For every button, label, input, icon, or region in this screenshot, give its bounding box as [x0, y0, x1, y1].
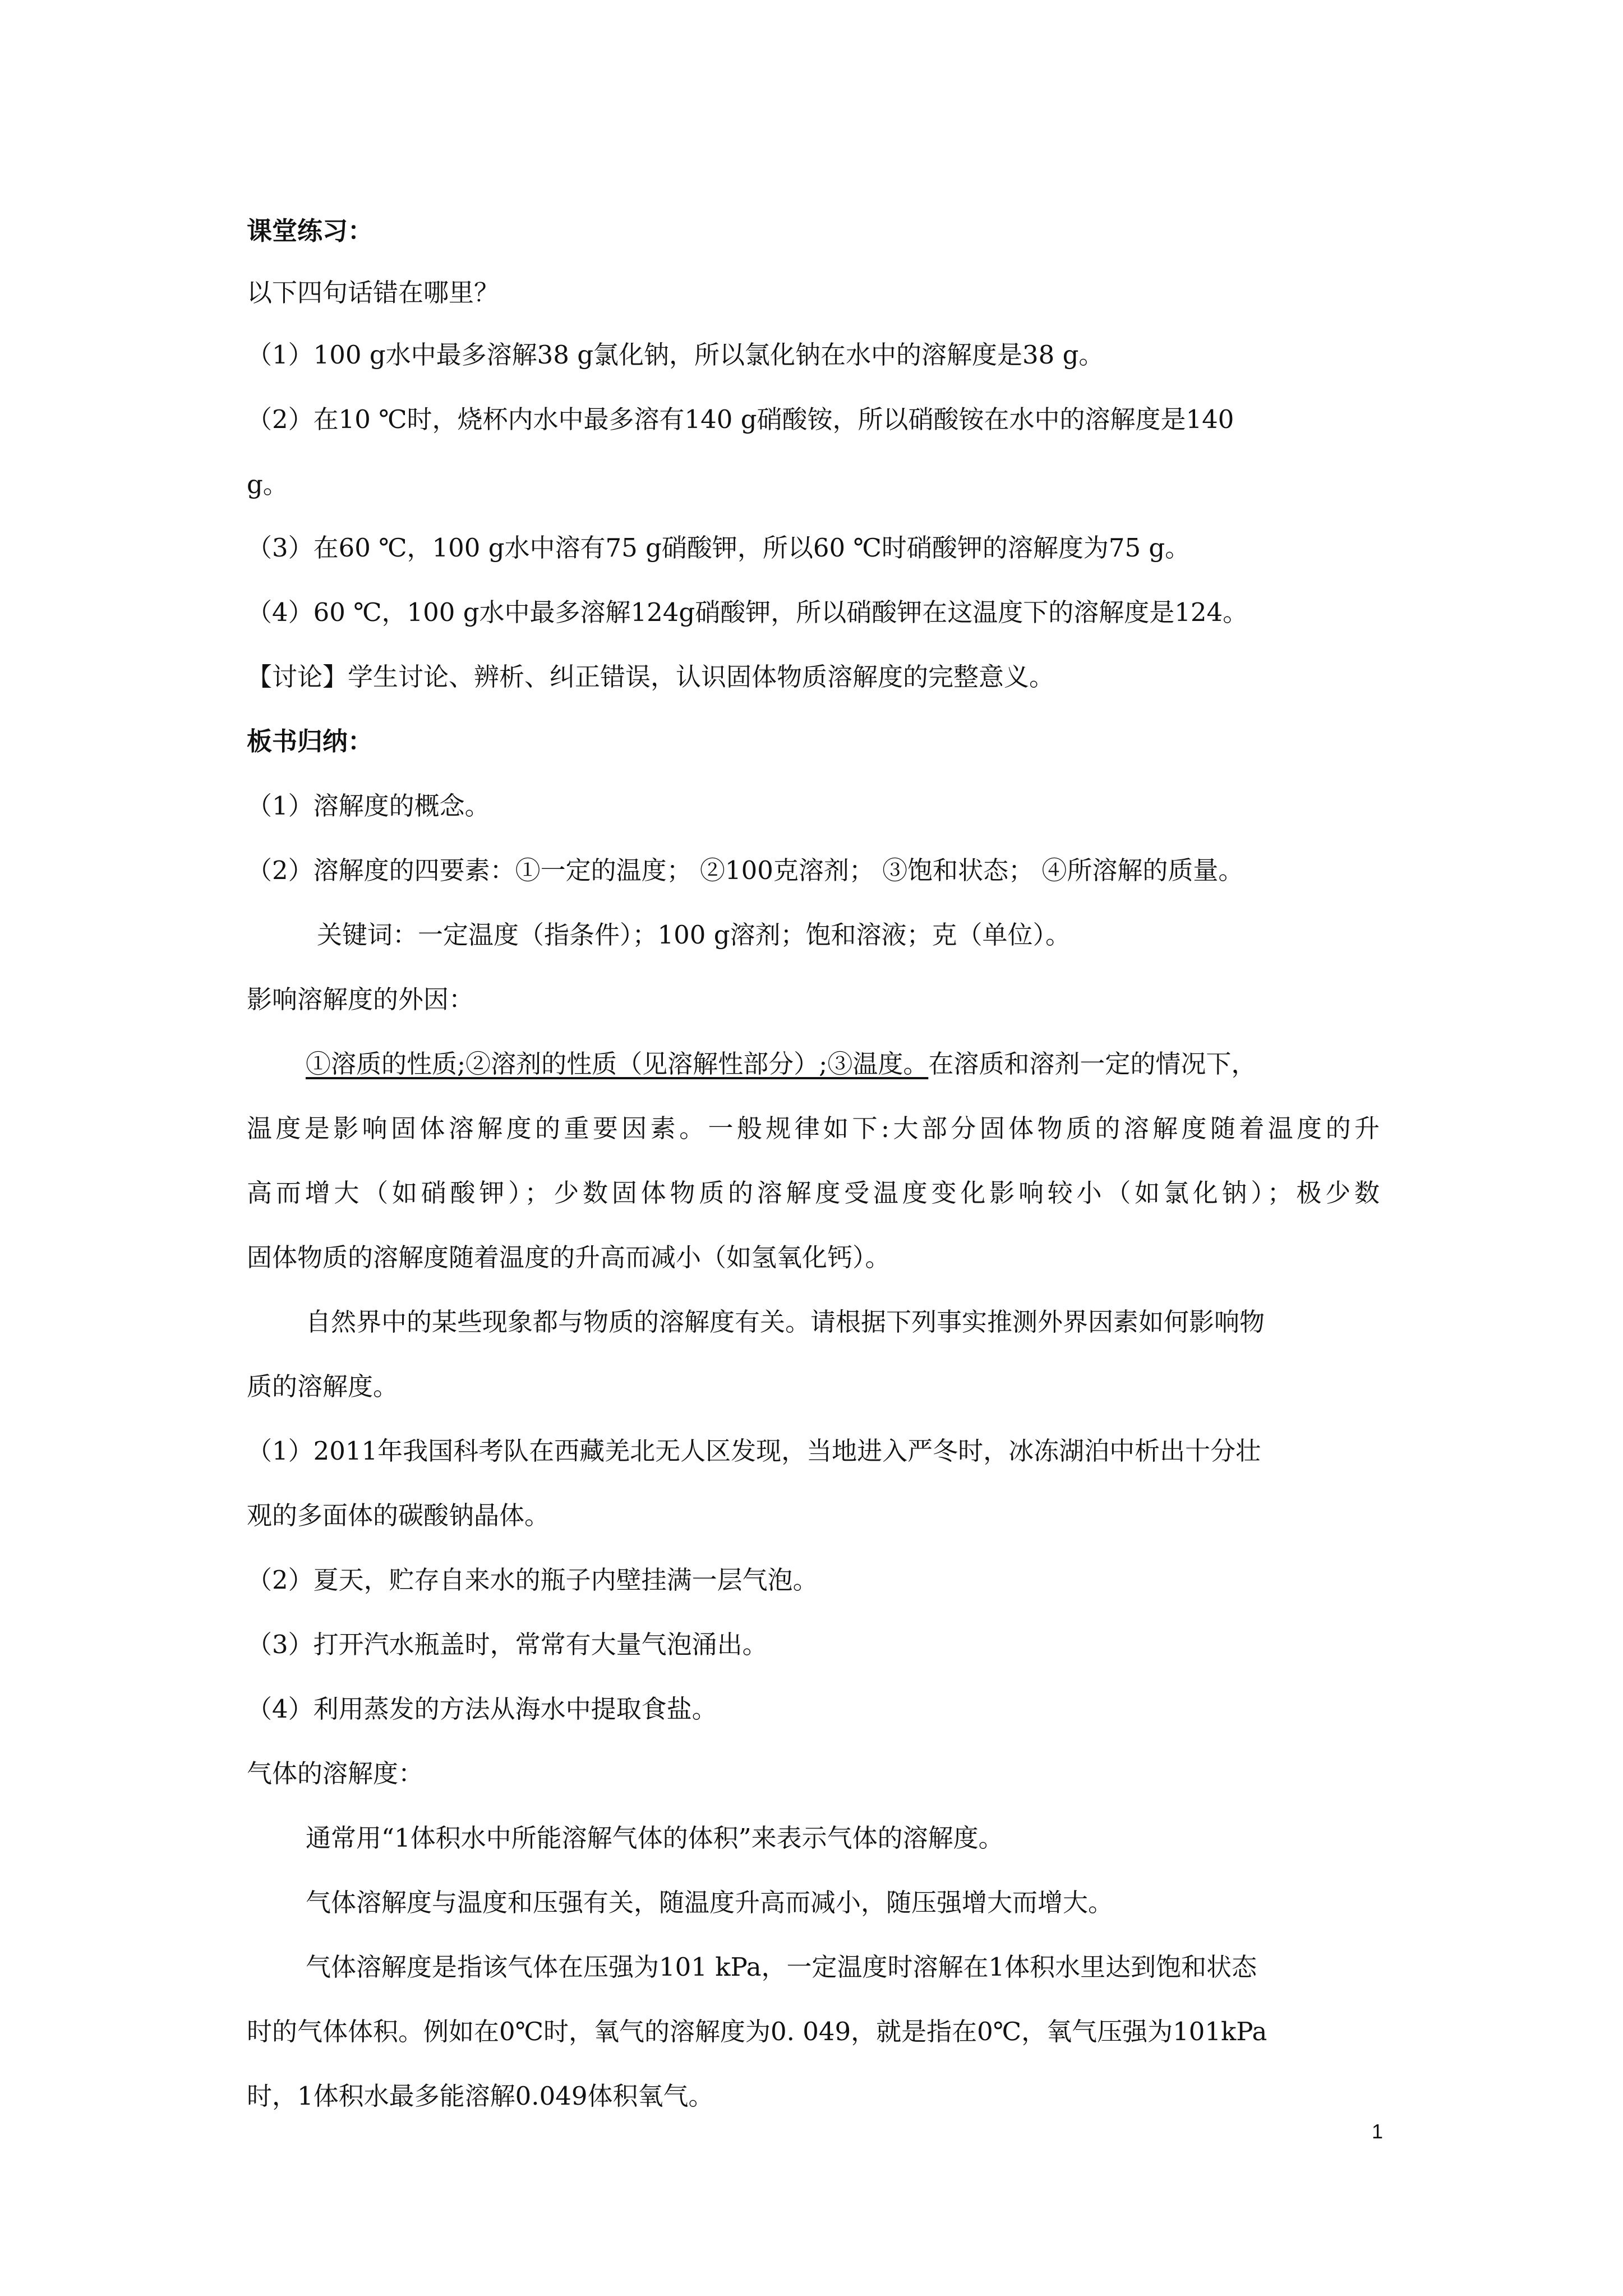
phenomena-item-1-continued: 观的多面体的碳酸钠晶体。 [247, 1501, 550, 1530]
factors-heading: 影响溶解度的外因： [247, 984, 474, 1014]
summary-keywords: 关键词：一定温度（指条件）；100 g溶剂；饱和溶液；克（单位）。 [317, 920, 1071, 950]
exercise-item-1: （1）100 g水中最多溶解38 g氯化钠，所以氯化钠在水中的溶解度是38 g。 [247, 340, 1104, 370]
gas-paragraph-3-line-3: 时，1体积水最多能溶解0.049体积氧气。 [247, 2081, 714, 2111]
gas-paragraph-3-line-2: 时的气体体积。例如在0℃时，氧气的溶解度为0. 049，就是指在0℃，氧气压强为101kPa [247, 2017, 1267, 2046]
phenomena-item-1: （1）2011年我国科考队在西藏羌北无人区发现，当地进入严冬时，冰冻湖泊中析出十分壮 [247, 1436, 1261, 1466]
factors-underlined: ①溶质的性质;②溶剂的性质（见溶解性部分）;③温度。 [306, 1049, 929, 1079]
factors-line-1-rest: 在溶质和溶剂一定的情况下， [928, 1049, 1257, 1079]
phenomena-intro-2: 质的溶解度。 [247, 1372, 399, 1401]
phenomena-item-3: （3）打开汽水瓶盖时，常常有大量气泡涌出。 [247, 1630, 768, 1659]
exercise-item-4: （4）60 ℃，100 g水中最多溶解124g硝酸钾，所以硝酸钾在这温度下的溶解度是124。 [247, 597, 1248, 627]
factors-line-1 [306, 1047, 1256, 1081]
summary-heading: 板书归纳： [247, 726, 374, 756]
gas-heading: 气体的溶解度： [247, 1759, 424, 1788]
gas-paragraph-1: 通常用“1体积水中所能溶解气体的体积”来表示气体的溶解度。 [306, 1823, 1004, 1853]
exercise-item-3: （3）在60 ℃，100 g水中溶有75 g硝酸钾，所以60 ℃时硝酸钾的溶解度为75 g。 [247, 533, 1191, 563]
gas-paragraph-3-line-1: 气体溶解度是指该气体在压强为101 kPa，一定温度时溶解在1体积水里达到饱和状态 [306, 1952, 1257, 1982]
factors-line-2: 温度是影响固体溶解度的重要因素。一般规律如下:大部分固体物质的溶解度随着温度的升 [247, 1114, 1380, 1143]
factors-line-4: 固体物质的溶解度随着温度的升高而减小（如氢氧化钙）。 [247, 1243, 891, 1272]
summary-item-1: （1）溶解度的概念。 [247, 791, 490, 821]
discussion-text: 【讨论】学生讨论、辨析、纠正错误，认识固体物质溶解度的完整意义。 [247, 662, 1055, 692]
exercise-item-2: （2）在10 ℃时，烧杯内水中最多溶有140 g硝酸铵，所以硝酸铵在水中的溶解度是140 [247, 404, 1234, 434]
exercise-question: 以下四句话错在哪里？ [247, 278, 500, 307]
exercise-item-2-continued: g。 [247, 470, 288, 499]
summary-item-2: （2）溶解度的四要素：①一定的温度； ②100克溶剂； ③饱和状态； ④所溶解的质量。 [247, 855, 1244, 885]
phenomena-intro-1: 自然界中的某些现象都与物质的溶解度有关。请根据下列事实推测外界因素如何影响物 [306, 1307, 1265, 1337]
phenomena-item-2: （2）夏天，贮存自来水的瓶子内壁挂满一层气泡。 [247, 1565, 818, 1595]
factors-line-3: 高而增大（如硝酸钾）；少数固体物质的溶解度受温度变化影响较小（如氯化钠）；极少数 [247, 1178, 1380, 1208]
phenomena-item-4: （4）利用蒸发的方法从海水中提取食盐。 [247, 1694, 717, 1724]
gas-paragraph-2: 气体溶解度与温度和压强有关，随温度升高而减小，随压强增大而增大。 [306, 1888, 1114, 1917]
exercise-heading: 课堂练习： [247, 216, 374, 246]
page-number: 1 [1372, 2120, 1384, 2143]
